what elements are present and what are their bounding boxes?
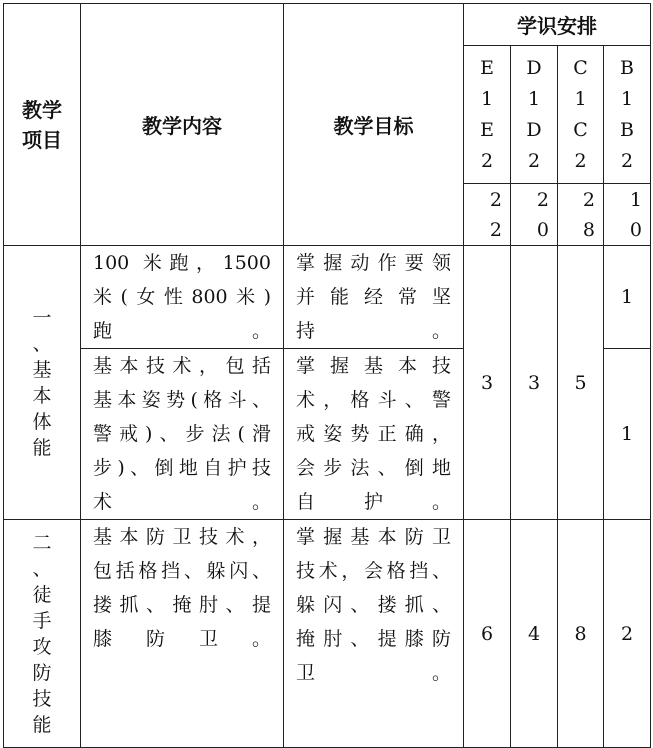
goal-1a: 掌握动作要领 并能经常坚 持。 <box>284 246 464 349</box>
total-b: 1 0 <box>604 184 651 246</box>
level-c: C 1 C 2 <box>558 46 604 184</box>
hours-b-1a: 1 <box>604 246 651 349</box>
table-row <box>4 246 651 349</box>
header-project: 教学 项目 <box>4 4 81 246</box>
level-e: E 1 E 2 <box>464 46 511 184</box>
header-schedule: 学识安排 <box>464 4 651 46</box>
level-d: D 1 D 2 <box>511 46 558 184</box>
goal-1b: 掌握基本技 术，格斗、警 戒姿势正确， 会步法、倒地 自护。 <box>284 349 464 520</box>
hours-c-2: 8 <box>558 520 604 748</box>
content-2: 基本防卫技术， 包括格挡、躲闪、 搂抓、掩肘、提 膝防卫。 <box>81 520 284 748</box>
hours-b-1b: 1 <box>604 349 651 520</box>
hours-d-2: 4 <box>511 520 558 748</box>
total-c: 2 8 <box>558 184 604 246</box>
table-row <box>4 520 651 748</box>
hours-b-2: 2 <box>604 520 651 748</box>
hours-e-1: 3 <box>464 246 511 520</box>
header-goal: 教学目标 <box>284 4 464 246</box>
content-1b: 基本技术，包括 基本姿势(格斗、 警戒)、步法(滑 步)、倒地自护技 术。 <box>81 349 284 520</box>
level-b: B 1 B 2 <box>604 46 651 184</box>
total-e: 2 2 <box>464 184 511 246</box>
hours-c-1: 5 <box>558 246 604 520</box>
total-d: 2 0 <box>511 184 558 246</box>
hours-d-1: 3 <box>511 246 558 520</box>
teaching-plan-table <box>3 3 651 748</box>
hours-e-2: 6 <box>464 520 511 748</box>
header-content: 教学内容 <box>81 4 284 246</box>
content-1a: 100 米跑，1500 米(女性800米) 跑。 <box>81 246 284 349</box>
goal-2: 掌握基本防卫 技术，会格挡、 躲闪、搂抓、 掩肘、提膝防 卫。 <box>284 520 464 748</box>
project-2: 二 、 徒 手 攻 防 技 能 <box>4 520 81 748</box>
project-1: 一 、 基 本 体 能 <box>4 246 81 520</box>
